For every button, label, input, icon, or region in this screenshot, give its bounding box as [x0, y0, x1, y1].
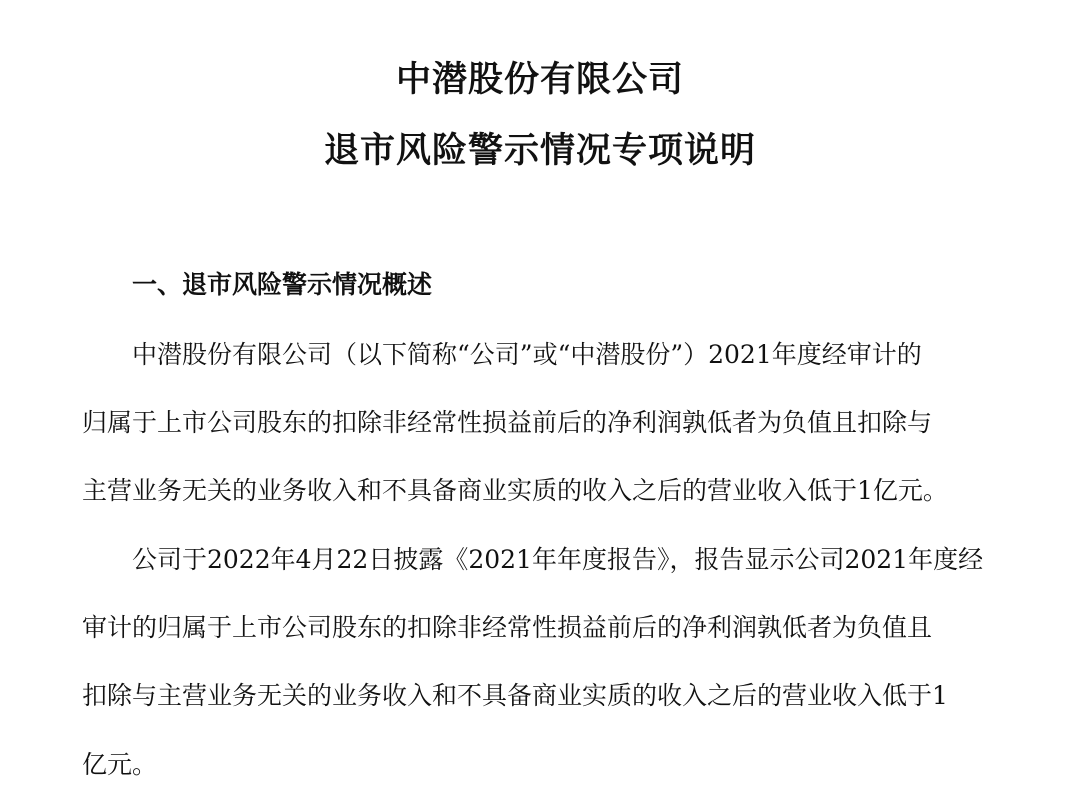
- document-title: 退市风险警示情况专项说明: [323, 131, 756, 171]
- paragraph-line: 审计的归属于上市公司股东的扣除非经常性损益前后的净利润孰低者为负值且: [82, 613, 933, 642]
- paragraph-line: 中潜股份有限公司（以下简称“公司”或“中潜股份”）2021年度经审计的: [132, 340, 922, 369]
- paragraph-line: 公司于2022年4月22日披露《2021年年度报告》，报告显示公司2021年度经: [132, 545, 984, 574]
- paragraph-line: 亿元。: [82, 750, 158, 779]
- paragraph-line: 扣除与主营业务无关的业务收入和不具备商业实质的收入之后的营业收入低于1: [82, 681, 948, 710]
- section-heading: 一、退市风险警示情况概述: [132, 270, 433, 299]
- paragraph-line: 主营业务无关的业务收入和不具备商业实质的收入之后的营业收入低于1亿元。: [82, 476, 948, 505]
- paragraph-line: 归属于上市公司股东的扣除非经常性损益前后的净利润孰低者为负值且扣除与: [82, 408, 933, 437]
- company-title: 中潜股份有限公司: [395, 60, 684, 100]
